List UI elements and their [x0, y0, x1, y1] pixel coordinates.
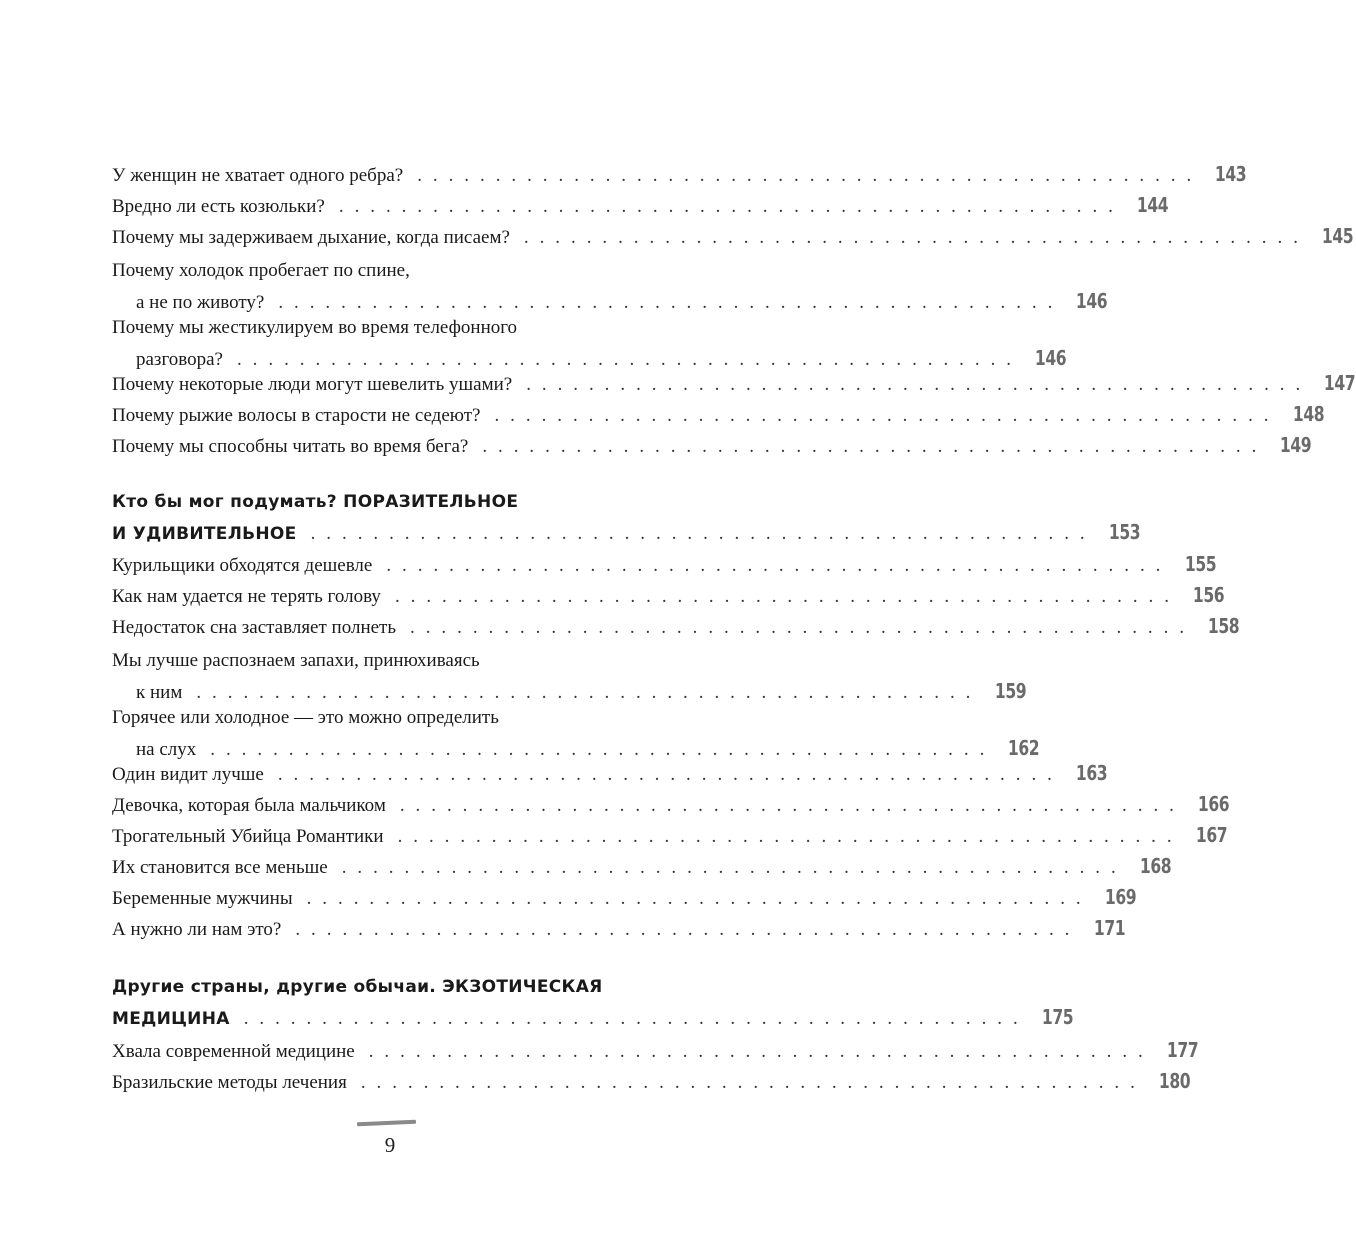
toc-page-number: 148	[1292, 402, 1324, 426]
toc-entry	[112, 399, 1324, 430]
toc-page-number: 146	[1034, 346, 1067, 370]
toc-entry-line	[112, 645, 664, 676]
toc-entry-line	[112, 1002, 1074, 1032]
toc-entry	[112, 368, 1356, 399]
toc-entry-title: Почему холодок пробегает по спине,	[112, 260, 410, 281]
toc-entry-line	[112, 882, 1137, 913]
toc-entry	[112, 611, 1240, 642]
dot-leader: . . . . . . . . . . . . . . . . . . . . . . . . . . . . . . . . . . . . . . . . . . . . . . . . . .	[360, 1072, 1138, 1093]
toc-entry-title: Девочка, которая была мальчиком	[112, 795, 386, 816]
toc-entry	[112, 159, 1247, 190]
toc-entry	[112, 1066, 1191, 1097]
toc-entry-title: разговора?	[136, 349, 223, 370]
toc-entry	[112, 758, 1108, 789]
toc-entry-title: Горячее или холодное — это можно определить	[112, 707, 499, 728]
toc-entry	[112, 190, 1169, 221]
toc-entry	[112, 645, 1026, 707]
toc-entry	[112, 580, 1225, 611]
dot-leader: . . . . . . . . . . . . . . . . . . . . . . . . . . . . . . . . . . . . . . . . . . . . . . . . . .	[310, 523, 1088, 544]
toc-entry-line	[112, 820, 1227, 851]
toc-page-number: 163	[1075, 761, 1108, 785]
toc-page-number: 159	[994, 679, 1026, 703]
toc-entry	[112, 221, 1354, 252]
dot-leader: . . . . . . . . . . . . . . . . . . . . . . . . . . . . . . . . . . . . . . . . . . . . . . . . . .	[386, 555, 1164, 576]
toc-entry-line	[112, 517, 1140, 547]
toc-page-number: 155	[1184, 552, 1216, 576]
toc-page-number: 171	[1093, 916, 1125, 940]
toc-entry	[112, 1035, 1199, 1066]
toc-page-number: 156	[1192, 583, 1225, 607]
toc-entry-title: к ним	[136, 682, 183, 703]
toc-entry	[112, 312, 1067, 374]
toc-entry-line	[112, 368, 1356, 399]
toc-entry-title: Как нам удается не терять голову	[112, 586, 381, 607]
dot-leader: . . . . . . . . . . . . . . . . . . . . . . . . . . . . . . . . . . . . . . . . . . . . . . . . . .	[494, 405, 1272, 426]
toc-entry-title: Другие страны, другие обычаи. ЭКЗОТИЧЕСКАЯ	[112, 977, 603, 997]
toc-entry-title: А нужно ли нам это?	[112, 919, 282, 940]
toc-page-number: 162	[1008, 736, 1040, 760]
toc-entry-title: Кто бы мог подумать? ПОРАЗИТЕЛЬНОЕ	[112, 492, 519, 512]
toc-entry	[112, 702, 1040, 764]
dot-leader: . . . . . . . . . . . . . . . . . . . . . . . . . . . . . . . . . . . . . . . . . . . . . . . . . .	[277, 764, 1056, 785]
toc-entry-line	[112, 1035, 1199, 1066]
dot-leader: . . . . . . . . . . . . . . . . . . . . . . . . . . . . . . . . . . . . . . . . . . . . . . . . . .	[278, 292, 1056, 313]
dot-leader: . . . . . . . . . . . . . . . . . . . . . . . . . . . . . . . . . . . . . . . . . . . . . . . . . .	[196, 682, 974, 703]
toc-page-number: 145	[1321, 224, 1354, 248]
toc-entry-line	[112, 1066, 1191, 1097]
toc-entry-title: Почему мы задерживаем дыхание, когда писаем?	[112, 227, 510, 248]
toc-entry	[112, 549, 1216, 580]
dot-leader: . . . . . . . . . . . . . . . . . . . . . . . . . . . . . . . . . . . . . . . . . . . . . . . . . .	[368, 1041, 1146, 1062]
page-number: 9	[384, 1133, 396, 1157]
toc-entry-title: Вредно ли есть козюльки?	[112, 196, 325, 217]
toc-section-heading	[112, 972, 1074, 1032]
toc-page-number: 143	[1215, 162, 1247, 186]
dot-leader: . . . . . . . . . . . . . . . . . . . . . . . . . . . . . . . . . . . . . . . . . . . . . . . . . .	[399, 795, 1177, 816]
toc-page-number: 177	[1166, 1038, 1199, 1062]
toc-entry-line	[112, 159, 1247, 190]
toc-entry-title: Недостаток сна заставляет полнеть	[112, 617, 397, 638]
toc-entry-line	[112, 913, 1125, 944]
toc-entry-title: Почему некоторые люди могут шевелить ушами?	[112, 374, 513, 395]
toc-entry-line	[112, 702, 664, 733]
toc-page-number: 144	[1136, 193, 1169, 217]
toc-entry-title: МЕДИЦИНА	[112, 1009, 230, 1029]
dot-leader: . . . . . . . . . . . . . . . . . . . . . . . . . . . . . . . . . . . . . . . . . . . . . . . . . .	[394, 586, 1173, 607]
toc-entry	[112, 820, 1227, 851]
toc-page-number: 153	[1108, 520, 1140, 544]
toc-entry-title: Их становится все меньше	[112, 857, 328, 878]
toc-entry-line	[112, 758, 1108, 789]
dot-leader: . . . . . . . . . . . . . . . . . . . . . . . . . . . . . . . . . . . . . . . . . . . . . . . . . .	[397, 826, 1175, 847]
toc-entry-line	[112, 487, 664, 517]
dot-leader: . . . . . . . . . . . . . . . . . . . . . . . . . . . . . . . . . . . . . . . . . . . . . . . . . .	[243, 1008, 1021, 1029]
toc-entry-title: Мы лучше распознаем запахи, принюхиваясь	[112, 650, 480, 671]
dot-leader: . . . . . . . . . . . . . . . . . . . . . . . . . . . . . . . . . . . . . . . . . . . . . . . . . .	[417, 165, 1195, 186]
toc-entry-title: Почему рыжие волосы в старости не седеют?	[112, 405, 481, 426]
toc-entry-line	[112, 549, 1216, 580]
toc-page-number: 146	[1076, 289, 1108, 313]
toc-entry-title: на слух	[136, 739, 197, 760]
dot-leader: . . . . . . . . . . . . . . . . . . . . . . . . . . . . . . . . . . . . . . . . . . . . . . . . . .	[482, 436, 1260, 457]
toc-page-number: 180	[1158, 1069, 1191, 1093]
toc-entry-title: Почему мы жестикулируем во время телефонного	[112, 317, 518, 338]
dot-leader: . . . . . . . . . . . . . . . . . . . . . . . . . . . . . . . . . . . . . . . . . . . . . . . . . .	[210, 739, 988, 760]
toc-page-number: 175	[1041, 1005, 1074, 1029]
dot-leader: . . . . . . . . . . . . . . . . . . . . . . . . . . . . . . . . . . . . . . . . . . . . . . . . . .	[338, 196, 1117, 217]
toc-entry-title: Один видит лучше	[112, 764, 264, 785]
toc-entry-title: Беременные мужчины	[112, 888, 293, 909]
toc-entry-title: И УДИВИТЕЛЬНОЕ	[112, 524, 297, 544]
dot-leader: . . . . . . . . . . . . . . . . . . . . . . . . . . . . . . . . . . . . . . . . . . . . . . . . . .	[236, 349, 1015, 370]
dot-leader: . . . . . . . . . . . . . . . . . . . . . . . . . . . . . . . . . . . . . . . . . . . . . . . . . .	[410, 617, 1188, 638]
toc-entry-line	[112, 972, 664, 1002]
toc-entry-line	[112, 255, 664, 286]
toc-entry-line	[112, 430, 1312, 461]
toc-entry-line	[112, 611, 1240, 642]
toc-entry-title: а не по животу?	[136, 292, 265, 313]
toc-entry-line	[112, 580, 1225, 611]
toc-page-number: 149	[1280, 433, 1312, 457]
toc-entry	[112, 430, 1312, 461]
toc-section-heading	[112, 487, 1140, 547]
toc-entry-line	[112, 851, 1172, 882]
toc-entry-title: Почему мы способны читать во время бега?	[112, 436, 469, 457]
dot-leader: . . . . . . . . . . . . . . . . . . . . . . . . . . . . . . . . . . . . . . . . . . . . . . . . . .	[341, 857, 1119, 878]
toc-entry-title: Бразильские методы лечения	[112, 1072, 347, 1093]
dot-leader: . . . . . . . . . . . . . . . . . . . . . . . . . . . . . . . . . . . . . . . . . . . . . . . . . .	[306, 888, 1084, 909]
toc-page-number: 147	[1324, 371, 1356, 395]
toc-page-number: 167	[1195, 823, 1227, 847]
toc-page-number: 168	[1139, 854, 1172, 878]
toc-entry-title: Хвала современной медицине	[112, 1041, 355, 1062]
dot-leader: . . . . . . . . . . . . . . . . . . . . . . . . . . . . . . . . . . . . . . . . . . . . . . . . . .	[523, 227, 1302, 248]
toc-entry-line	[112, 789, 1230, 820]
dot-leader: . . . . . . . . . . . . . . . . . . . . . . . . . . . . . . . . . . . . . . . . . . . . . . . . . .	[295, 919, 1073, 940]
toc-entry-title: Курильщики обходятся дешевле	[112, 555, 373, 576]
toc-page-number: 158	[1208, 614, 1240, 638]
toc-page-number: 166	[1197, 792, 1230, 816]
toc-entry-line	[112, 399, 1324, 430]
toc-entry	[112, 882, 1137, 913]
toc-entry-line	[112, 190, 1169, 221]
toc-entry-title: У женщин не хватает одного ребра?	[112, 165, 404, 186]
toc-entry	[112, 913, 1125, 944]
toc-entry-line	[112, 312, 664, 343]
toc-entry	[112, 255, 1108, 317]
dot-leader: . . . . . . . . . . . . . . . . . . . . . . . . . . . . . . . . . . . . . . . . . . . . . . . . . .	[526, 374, 1304, 395]
toc-entry-line	[112, 221, 1354, 252]
toc-entry	[112, 851, 1172, 882]
toc-entry	[112, 789, 1230, 820]
toc-page-number: 169	[1104, 885, 1137, 909]
toc-entry-title: Трогательный Убийца Романтики	[112, 826, 384, 847]
